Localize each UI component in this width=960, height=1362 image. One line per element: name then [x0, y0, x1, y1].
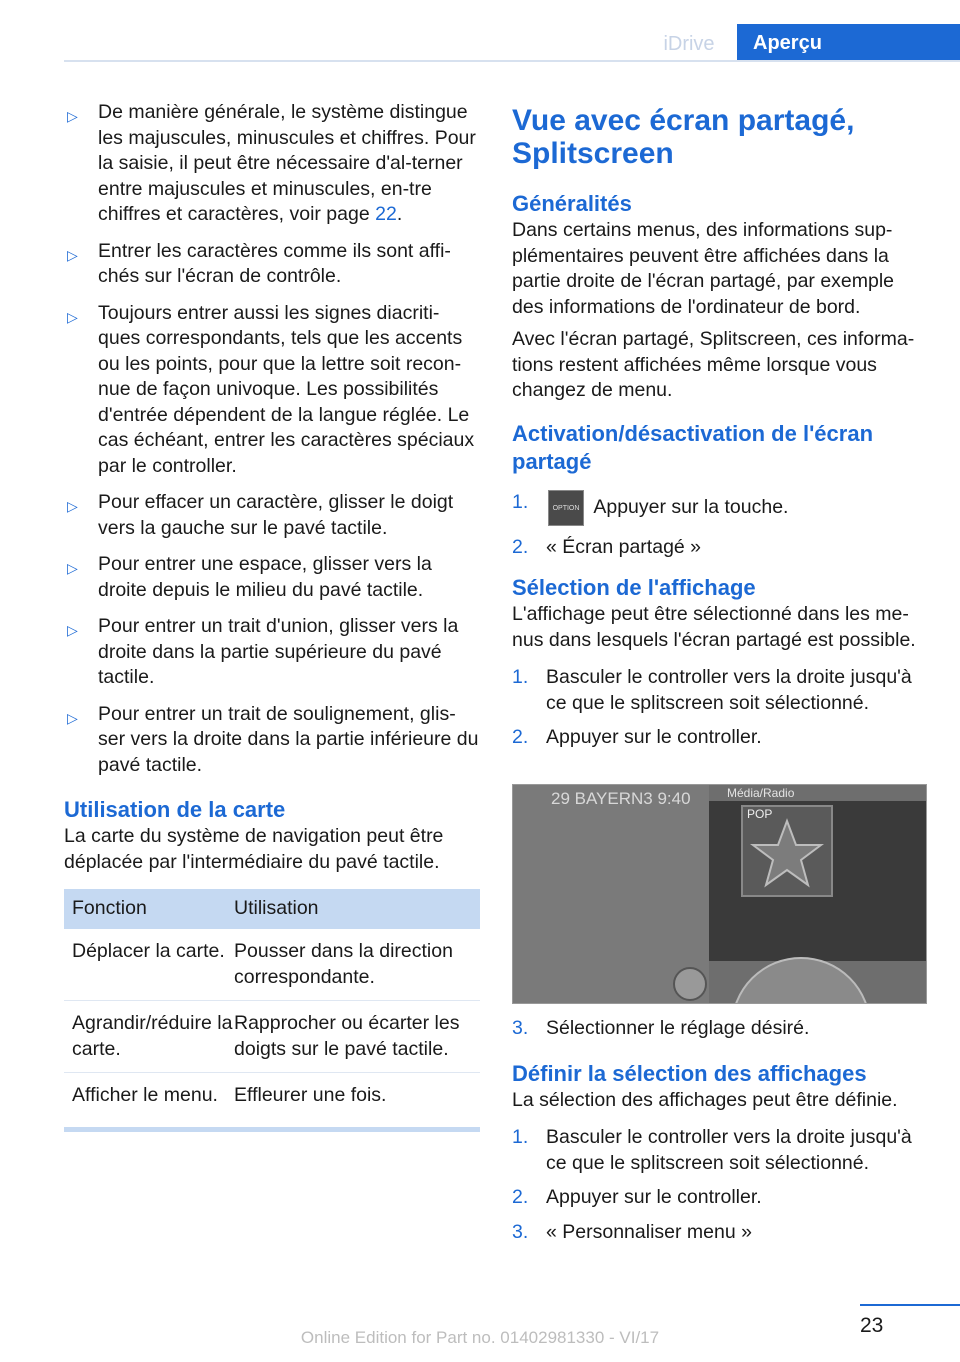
pop-label: POP: [747, 807, 773, 821]
section-title: Vue avec écran partagé, Splitscreen: [512, 104, 855, 170]
define-text: La sélection des affichages peut être définie.: [512, 1088, 898, 1111]
right-column: [512, 104, 928, 760]
table-bottom-rule: [64, 1127, 480, 1132]
table-cell: Afficher le menu.: [72, 1084, 218, 1106]
bullet-text: Pour entrer un trait de soulignement, glis-ser vers la droite dans la partie inférieure du pavé tactile.: [98, 702, 479, 776]
list-item: [64, 614, 480, 691]
step-text: « Écran partagé »: [546, 535, 702, 558]
list-item: [64, 702, 480, 779]
left-column: [64, 100, 480, 1132]
list-item: [512, 665, 928, 716]
radio-status: 29 BAYERN3 9:40: [551, 789, 691, 808]
step-number: 1.: [512, 666, 529, 688]
dial-gauge-icon: [731, 957, 871, 1004]
table-cell: Rapprocher ou écarter les doigts sur le pavé tactile.: [234, 1012, 460, 1060]
list-item: [512, 725, 928, 751]
table-cell: Agrandir/réduire la carte.: [72, 1012, 233, 1060]
option-button-icon: OPTION: [548, 490, 584, 526]
triangle-bullet-icon: ▷: [67, 308, 78, 325]
list-item: [64, 490, 480, 541]
step-text: Sélectionner le réglage désiré.: [546, 1017, 810, 1039]
step-text: Basculer le controller vers la droite jusqu'à ce que le splitscreen soit sélectionné.: [546, 666, 912, 714]
triangle-bullet-icon: ▷: [67, 246, 78, 263]
list-item: [512, 1016, 928, 1042]
page-number: 23: [860, 1314, 884, 1337]
list-item: [64, 100, 480, 228]
step-number: 2.: [512, 726, 529, 748]
footer-divider: [860, 1304, 960, 1306]
table-row: [64, 1001, 480, 1073]
bullet-text: De manière générale, le système distingue les majuscules, minuscules et chiffres. Pour la saisie, il peut être nécessaire d'al-terner entre majuscules et minuscules, en-tre chiffres et caractères, voir page: [98, 101, 476, 225]
activation-heading: Activation/désactivation de l'écran partagé: [512, 420, 874, 474]
header-divider: [64, 60, 960, 62]
function-table: [64, 889, 480, 1132]
list-item: [512, 1185, 928, 1211]
list-item: [512, 1125, 928, 1176]
bullet-text: Pour entrer un trait d'union, glisser vers la droite dans la partie supérieure du pavé tactile.: [98, 615, 459, 688]
table-row: [64, 929, 480, 1001]
triangle-bullet-icon: ▷: [67, 709, 78, 726]
define-heading: Définir la sélection des affichages: [512, 1060, 867, 1086]
generalites-text-2: Avec l'écran partagé, Splitscreen, ces informa-tions restent affichées même lorsque vous changez de menu.: [512, 328, 915, 401]
list-item: [64, 301, 480, 480]
step-text: Basculer le controller vers la droite jusqu'à ce que le splitscreen soit sélectionné.: [546, 1126, 912, 1174]
tab-idrive[interactable]: iDrive: [663, 33, 715, 55]
table-row: [64, 1073, 480, 1119]
table-cell: Effleurer une fois.: [234, 1084, 387, 1106]
generalites-heading: Généralités: [512, 191, 632, 216]
splitscreen-illustration: [512, 784, 927, 1004]
step-text: Appuyer sur la touche.: [593, 495, 789, 518]
tab-apercu[interactable]: Aperçu: [737, 24, 960, 62]
list-item: [64, 239, 480, 290]
step-text: Appuyer sur le controller.: [546, 726, 762, 748]
panel-title: Média/Radio: [727, 786, 795, 800]
step-text: « Personnaliser menu »: [546, 1220, 752, 1243]
bullet-text: Pour entrer une espace, glisser vers la droite depuis le milieu du pavé tactile.: [98, 553, 432, 601]
bullet-text: Pour effacer un caractère, glisser le doigt vers la gauche sur le pavé tactile.: [98, 491, 454, 539]
page-link[interactable]: 22: [375, 203, 397, 225]
list-item: [512, 535, 928, 561]
step-text: Appuyer sur le controller.: [546, 1186, 762, 1208]
triangle-bullet-icon: ▷: [67, 108, 78, 124]
generalites-text: Dans certains menus, des informations sup-plémentaires peuvent être affichées dans la partie droite de l'écran partagé, par exemple des informations de l'ordinateur de bord.: [512, 219, 895, 318]
bullet-text-end: .: [396, 203, 403, 225]
column-header: Utilisation: [234, 897, 319, 920]
table-cell: Pousser dans la direction correspondante.: [234, 940, 453, 988]
column-header: Fonction: [72, 897, 147, 920]
step-number: 2.: [512, 535, 529, 558]
edition-footer: Online Edition for Part no. 01402981330 - VI/17: [300, 1328, 660, 1347]
map-text: La carte du système de navigation peut être déplacée par l'intermédiaire du pavé tactile.: [64, 825, 444, 873]
table-header: [64, 889, 480, 929]
right-column-continued: [512, 1016, 928, 1254]
list-item: [512, 490, 928, 526]
triangle-bullet-icon: ▷: [67, 498, 78, 514]
bullet-text: Entrer les caractères comme ils sont affi-chés sur l'écran de contrôle.: [98, 239, 451, 287]
selection-text: L'affichage peut être sélectionné dans les me-nus dans lesquels l'écran partagé est possible.: [512, 603, 916, 651]
table-cell: Déplacer la carte.: [72, 940, 225, 962]
step-number: 2.: [512, 1186, 529, 1208]
map-heading: Utilisation de la carte: [64, 797, 286, 822]
bullet-text: Toujours entrer aussi les signes diacriti-ques correspondants, tels que les accents ou les points, pour que la lettre soit recon-nue de façon univoque. Les possibilités d'entrée dépendent de la langue réglée. Le cas échéant, entrer les caractères spéciaux par le controller.: [98, 301, 475, 477]
step-number: 3.: [512, 1220, 529, 1243]
list-item: [64, 552, 480, 603]
step-number: 1.: [512, 490, 529, 513]
triangle-bullet-icon: ▷: [67, 622, 78, 638]
triangle-bullet-icon: ▷: [67, 560, 78, 576]
selection-heading: Sélection de l'affichage: [512, 575, 756, 600]
list-item: [512, 1220, 928, 1246]
step-number: 3.: [512, 1017, 529, 1039]
step-number: 1.: [512, 1126, 529, 1148]
knob-icon: [673, 967, 707, 1001]
